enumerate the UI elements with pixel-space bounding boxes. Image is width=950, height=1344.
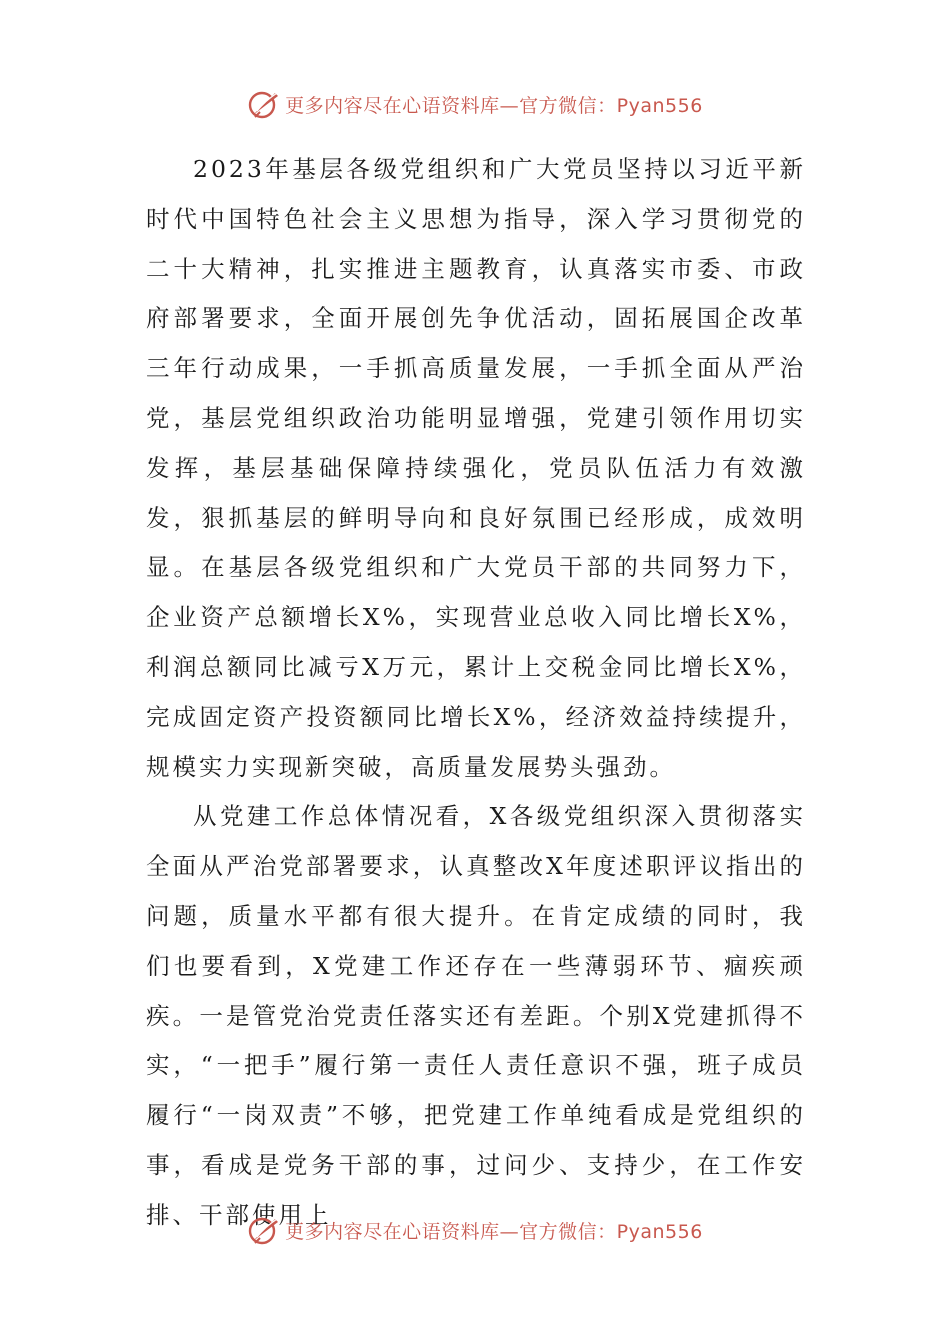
watermark-text: 更多内容尽在心语资料库—官方微信：Pyan556 (285, 1220, 703, 1243)
quill-logo-icon (247, 1213, 281, 1247)
footer-watermark (0, 1210, 950, 1250)
paragraph: 2023年基层各级党组织和广大党员坚持以习近平新时代中国特色社会主义思想为指导，深入学习贯彻党的二十大精神，扎实推进主题教育，认真落实市委、市政府部署要求，全面开展创先争优活动，固拓展国企改革三年行动成果，一手抓高质量发展，一手抓全面从严治党，基层党组织政治功能明显增强，党建引领作用切实发挥，基层基础保障持续强化，党员队伍活力有效激发，狠抓基层的鲜明导向和良好氛围已经形成，成效明显。在基层各级党组织和广大党员干部的共同努力下，企业资产总额增长X%，实现营业总收入同比增长X%，利润总额同比减亏X万元，累计上交税金同比增长X%，完成固定资产投资额同比增长X%，经济效益持续提升，规模实力实现新突破，高质量发展势头强劲。 (146, 155, 806, 781)
watermark-text: 更多内容尽在心语资料库—官方微信：Pyan556 (285, 94, 703, 117)
quill-logo-icon (247, 87, 281, 121)
header-watermark (0, 84, 950, 124)
document-body (146, 145, 806, 1241)
paragraph: 从党建工作总体情况看，X各级党组织深入贯彻落实全面从严治党部署要求，认真整改X年度述职评议指出的问题，质量水平都有很大提升。在肯定成绩的同时，我们也要看到，X党建工作还存在一些薄弱环节、痼疾顽疾。一是管党治党责任落实还有差距。个别X党建抓得不实，“一把手”履行第一责任人责任意识不强，班子成员履行“一岗双责”不够，把党建工作单纯看成是党组织的事，看成是党务干部的事，过问少、支持少，在工作安排、干部使用上 (146, 802, 806, 1229)
